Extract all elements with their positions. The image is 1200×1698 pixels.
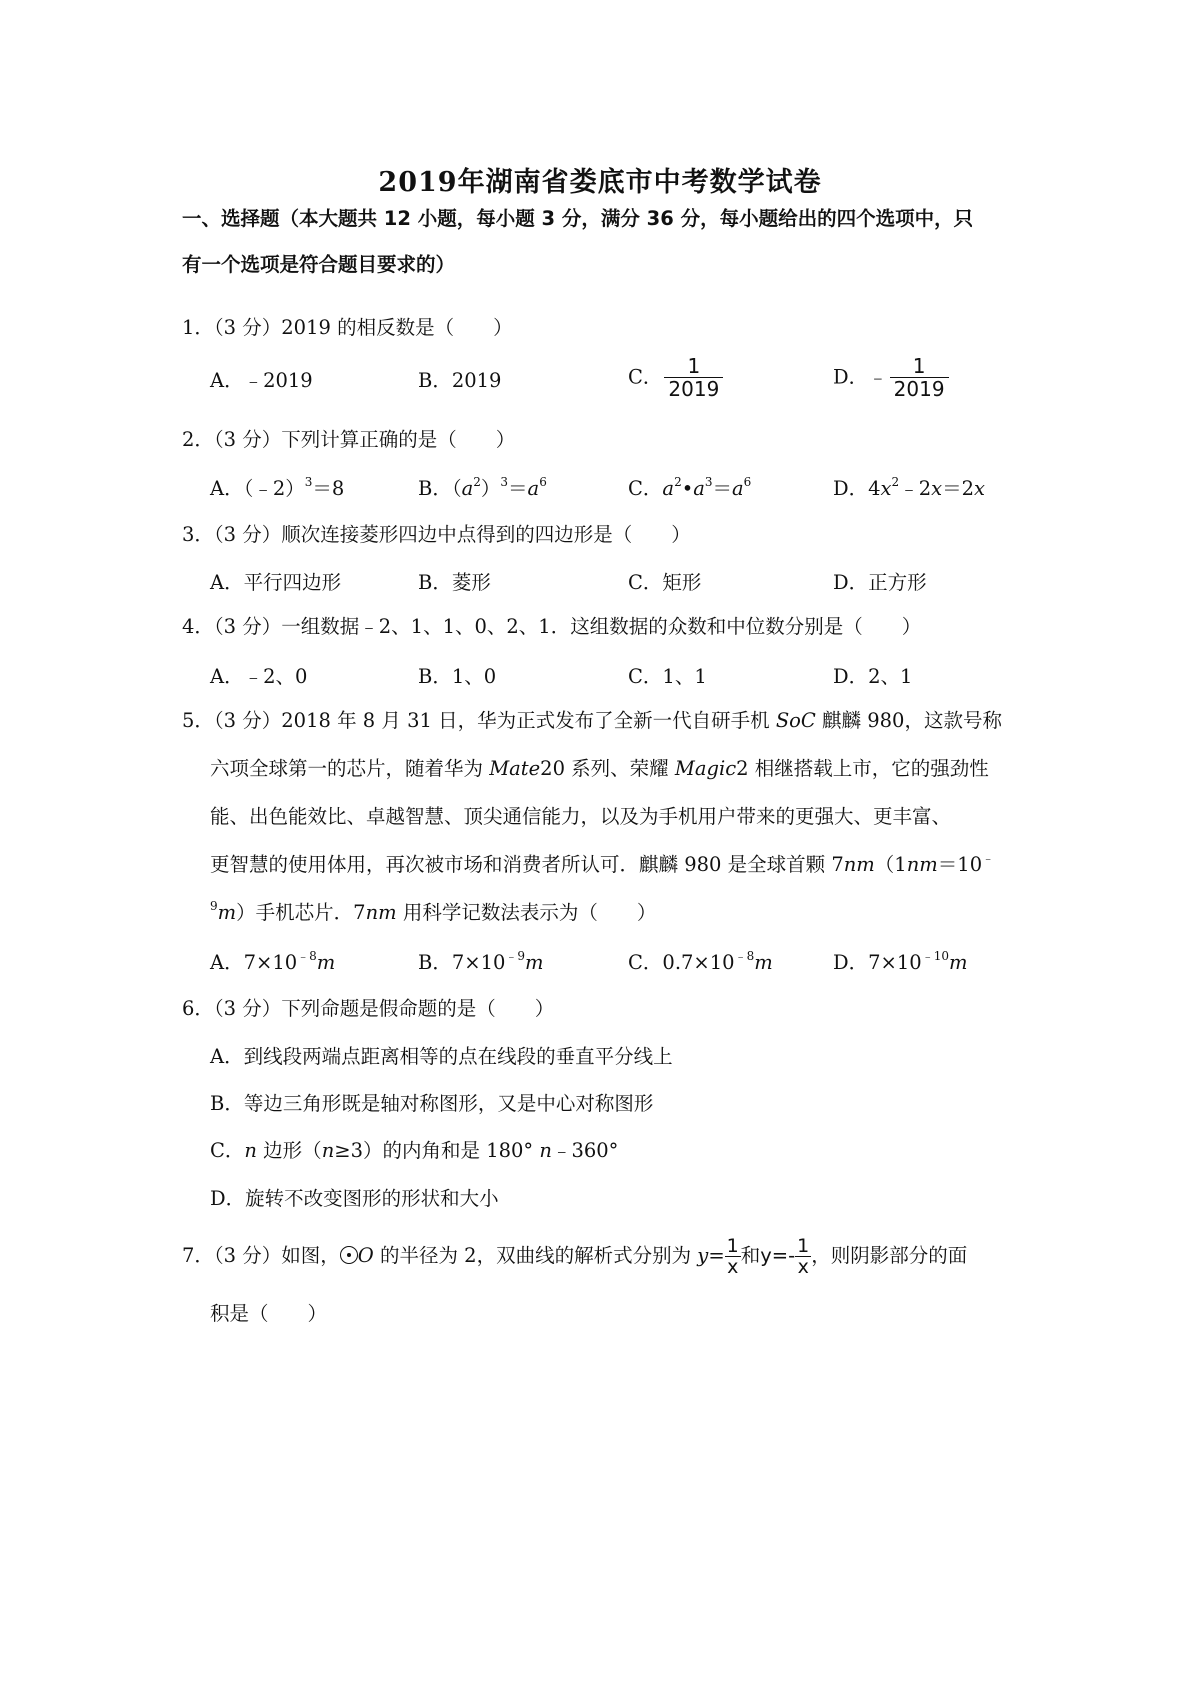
question-5-line1: 5．（3 分）2018 年 8 月 31 日，华为正式发布了全新一代自研手机 SoC 麒麟 980，这款号称 (182, 709, 1002, 732)
question-4-option-a: A．﹣2、0 (210, 665, 308, 688)
question-1-stem: 1．（3 分）2019 的相反数是（ ） (182, 316, 513, 339)
question-2-option-d: D．$4x^2﹣2x=2x$ (833, 475, 986, 500)
question-4-option-d: D．2、1 (833, 665, 913, 688)
question-3-stem: 3．（3 分）顺次连接菱形四边中点得到的四边形是（ ） (182, 523, 691, 546)
page-title: 2019年湖南省娄底市中考数学试卷 (378, 167, 822, 198)
question-2-option-c: C．$a^2•a^3=a^6$ (628, 475, 752, 500)
question-5-option-c: C．$0.7\times 10^{﹣8}m$ (628, 949, 773, 974)
question-3-option-d: D．正方形 (833, 571, 927, 594)
fraction: $\frac{1}{2019}$ (890, 355, 949, 400)
question-6-stem: 6．（3 分）下列命题是假命题的是（ ） (182, 997, 555, 1020)
question-1-option-b: B．2019 (418, 369, 502, 392)
question-2-stem: 2．（3 分）下列计算正确的是（ ） (182, 428, 516, 451)
question-1-option-a: A．﹣2019 (210, 369, 313, 392)
question-6-option-d: D．旋转不改变图形的形状和大小 (210, 1187, 499, 1210)
question-4-option-c: C．1、1 (628, 665, 707, 688)
question-7-line1: 7．（3 分）如图， O 的半径为 2，双曲线的解析式分别为 y= $\frac{1}{x}$ 和y=- $\frac{1}{x}$ ，则阴影部分的面 (182, 1235, 968, 1278)
section-heading (182, 196, 1032, 288)
question-5-line3: 能、出色能效比、卓越智慧、顶尖通信能力，以及为手机用户带来的更强大、更丰富、 (210, 805, 952, 828)
question-3-option-a: A．平行四边形 (210, 571, 342, 594)
question-6-option-b: B．等边三角形既是轴对称图形，又是中心对称图形 (210, 1092, 654, 1115)
question-6-option-a: A．到线段两端点距离相等的点在线段的垂直平分线上 (210, 1045, 673, 1068)
fraction: $\frac{1}{x}$ (726, 1235, 739, 1278)
section-heading-line2: 有一个选项是符合题目要求的） (182, 253, 456, 276)
question-5-option-d: D．$7\times 10^{﹣10}m$ (833, 949, 968, 974)
fraction: $\frac{1}{x}$ (797, 1235, 810, 1278)
question-3-option-b: B．菱形 (418, 571, 491, 594)
question-5-option-b: B．$7\times 10^{﹣9}m$ (418, 949, 544, 974)
fraction: $\frac{1}{2019}$ (664, 355, 723, 400)
question-1-option-c: C． $\frac{1}{2019}$ (628, 355, 725, 400)
question-2-option-b: B．$(a^2)^3=a^6$ (418, 475, 547, 500)
question-7-line2: 积是（ ） (210, 1302, 328, 1325)
question-2-option-a: A．（﹣2）$^3$＝8 (210, 475, 345, 500)
question-3-option-c: C．矩形 (628, 571, 702, 594)
question-5-line4: 更智慧的使用体用，再次被市场和消费者所认可．麒麟 980 是全球首颗 7nm（1nm＝10﹣ (210, 851, 995, 876)
question-5-line2: 六项全球第一的芯片，随着华为 Mate20 系列、荣耀 Magic2 相继搭载上市，它的强劲性 (210, 757, 989, 780)
question-4-stem: 4．（3 分）一组数据﹣2、1、1、0、2、1．这组数据的众数和中位数分别是（ ） (182, 615, 922, 638)
section-heading-line1: 一、选择题（本大题共 12 小题，每小题 3 分，满分 36 分，每小题给出的四个选项中，只 (182, 207, 974, 230)
question-4-option-b: B．1、0 (418, 665, 497, 688)
question-5-line5: $^9$m）手机芯片．7nm 用科学记数法表示为（ ） (210, 899, 657, 924)
question-1-option-d: D．﹣ $\frac{1}{2019}$ (833, 355, 951, 400)
circle-dot-icon (340, 1246, 358, 1264)
question-5-option-a: A．$7\times 10^{﹣8}m$ (210, 949, 336, 974)
question-6-option-c: C．n 边形（n≥3）的内角和是 180° n﹣360° (210, 1139, 619, 1162)
